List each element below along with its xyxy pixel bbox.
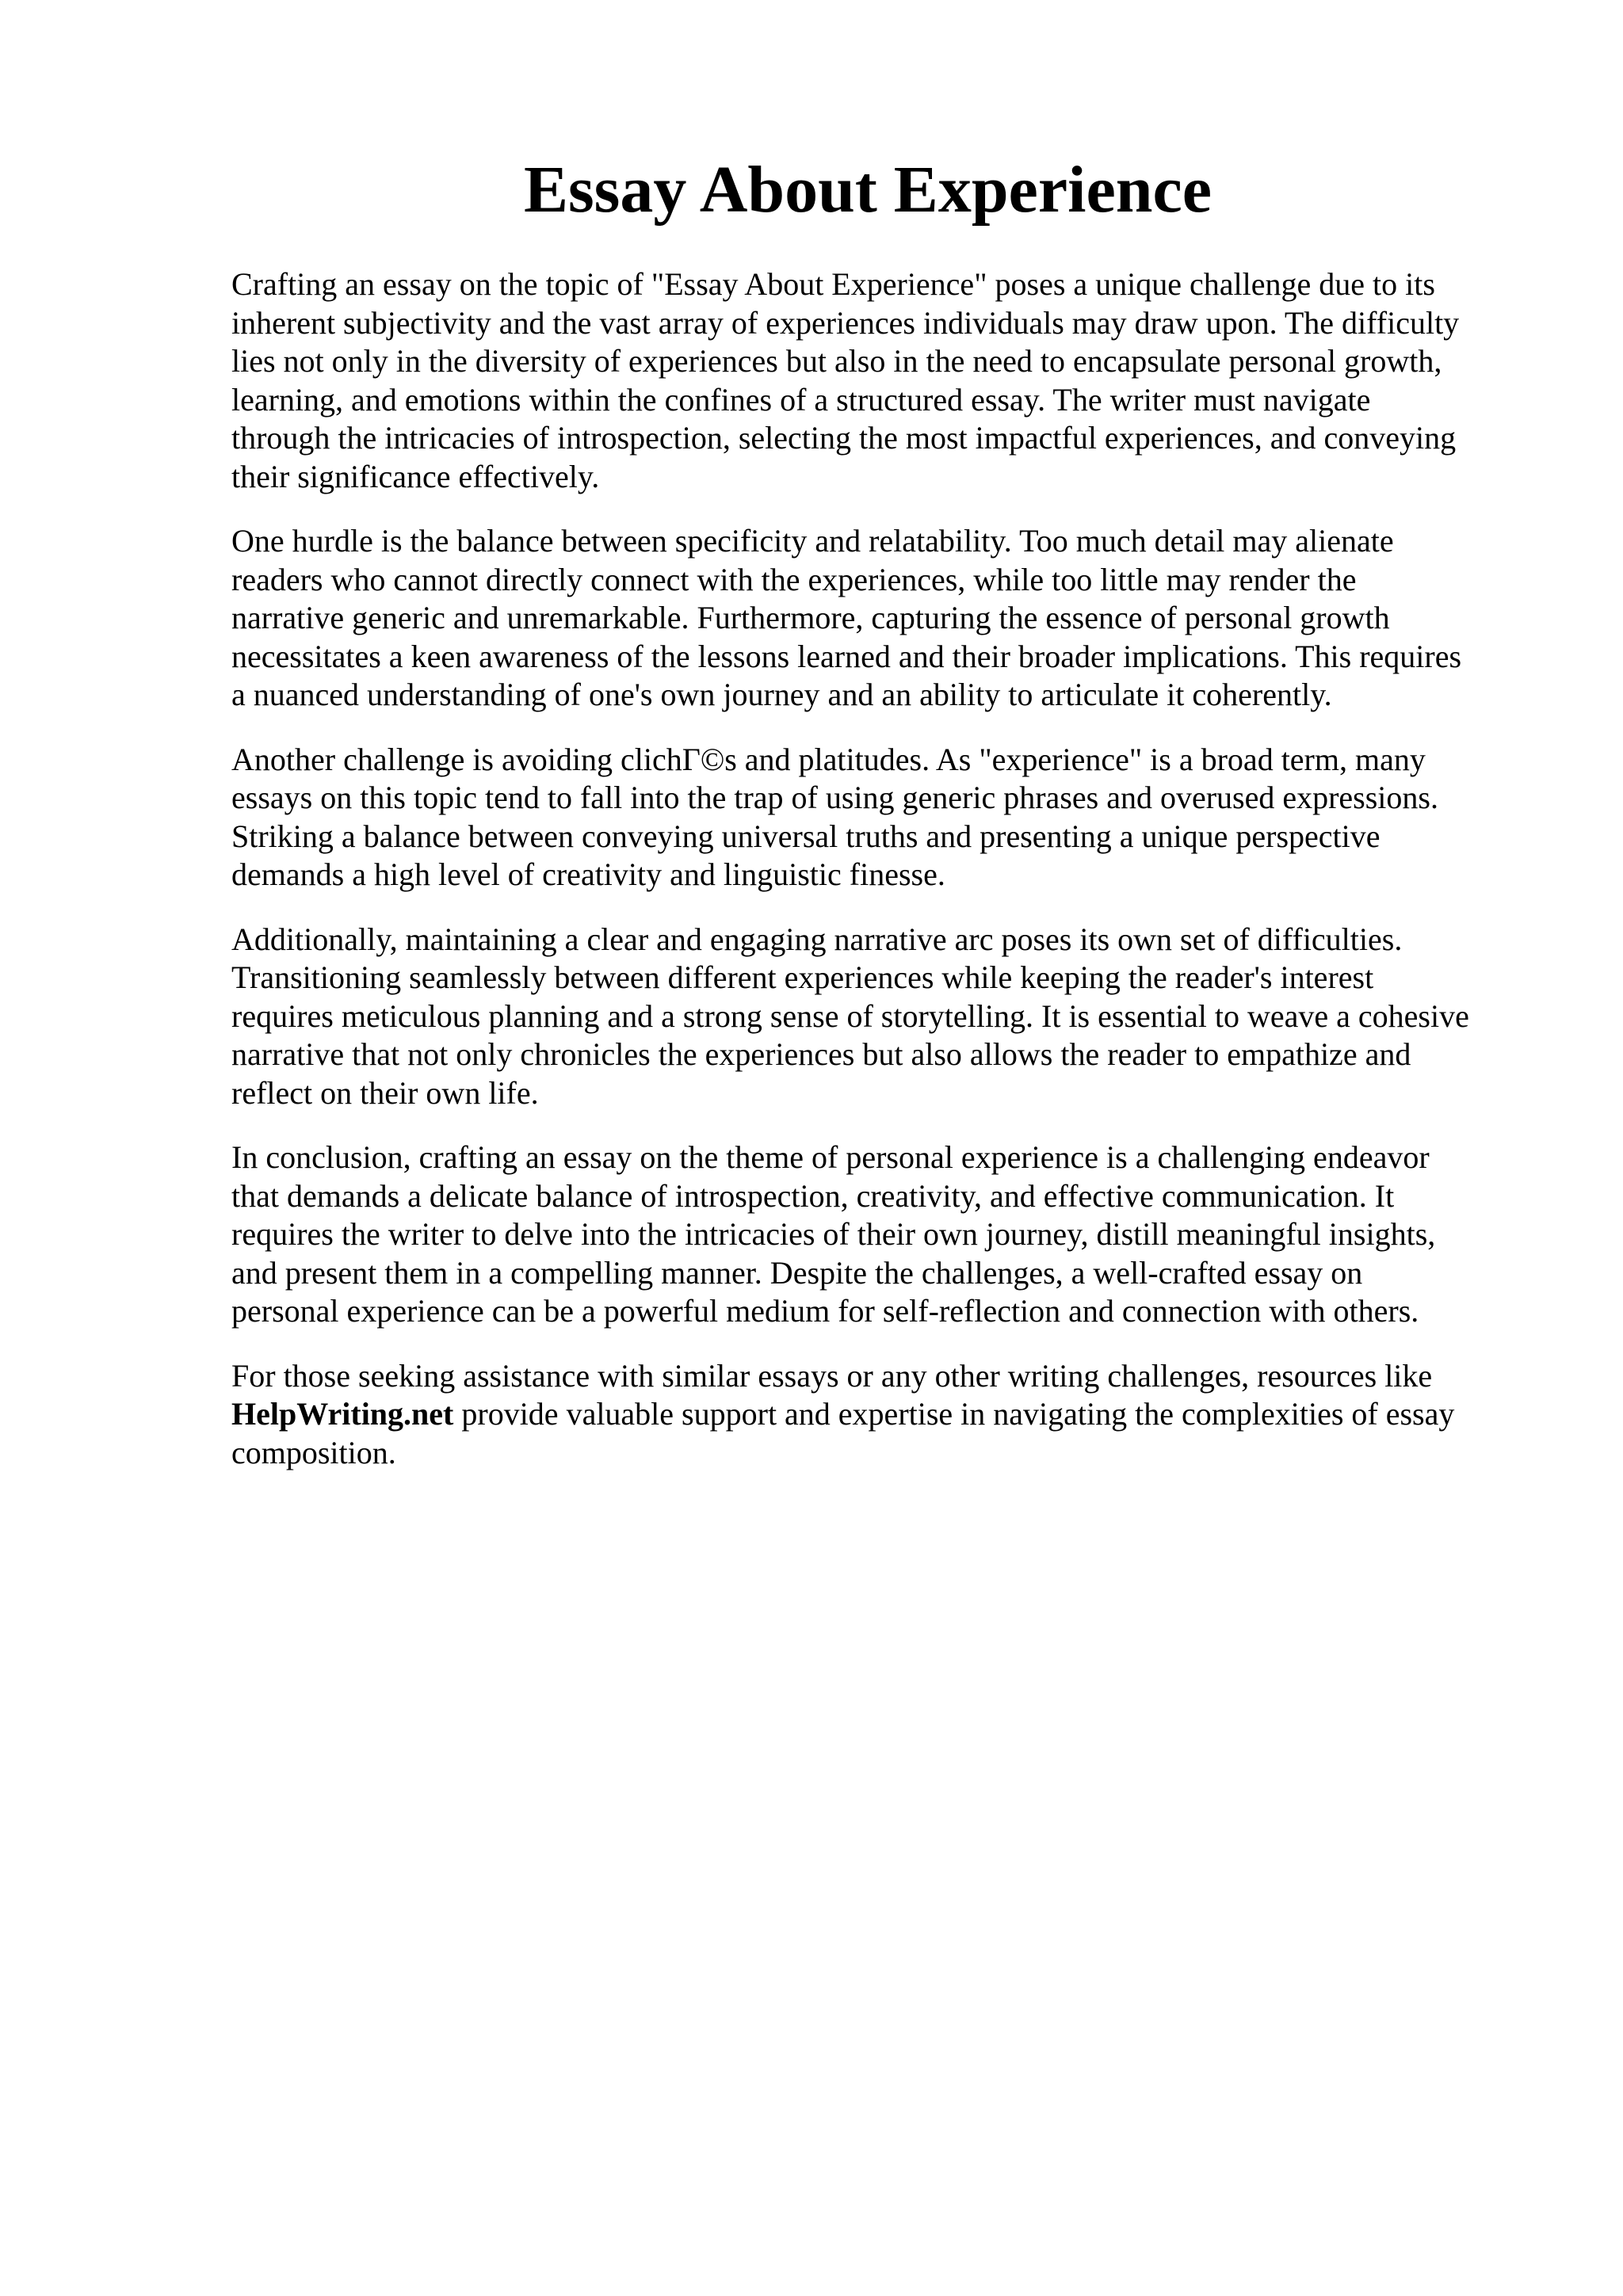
paragraph-line: reflect on their own life. [231, 1074, 539, 1111]
paragraph-line: readers who cannot directly connect with the experiences, while too little may render the [231, 561, 1357, 597]
closing-paragraph [231, 1357, 1531, 1473]
closing-line-2-text: provide valuable support and expertise in navigating the complexities of essay [453, 1396, 1455, 1432]
paragraph-line: a nuanced understanding of one's own journey and an ability to articulate it coherently. [231, 677, 1332, 712]
paragraph-line: Additionally, maintaining a clear and engaging narrative arc poses its own set of difficulties. [231, 921, 1403, 957]
paragraph-line: narrative generic and unremarkable. Furthermore, capturing the essence of personal growth [231, 600, 1390, 635]
paragraph-line: demands a high level of creativity and linguistic finesse. [231, 856, 945, 892]
paragraph-line: Another challenge is avoiding clichГ©s and platitudes. As "experience" is a broad term, many [231, 741, 1426, 777]
paragraph-3 [231, 741, 1531, 894]
paragraph-list [231, 265, 1531, 1331]
paragraph-line: essays on this topic tend to fall into the trap of using generic phrases and overused expressions. [231, 780, 1438, 815]
paragraph-1 [231, 265, 1531, 496]
closing-line-1: For those seeking assistance with similar essays or any other writing challenges, resources like [231, 1357, 1433, 1394]
closing-line-3: composition. [231, 1434, 396, 1470]
paragraph-line: One hurdle is the balance between specificity and relatability. Too much detail may alienate [231, 523, 1394, 559]
paragraph-line: learning, and emotions within the confines of a structured essay. The writer must navigate [231, 381, 1371, 418]
paragraph-line: necessitates a keen awareness of the lessons learned and their broader implications. This requires [231, 638, 1462, 674]
paragraph-line: narrative that not only chronicles the experiences but also allows the reader to empathize and [231, 1036, 1411, 1072]
paragraph-line: requires meticulous planning and a strong sense of storytelling. It is essential to weave a cohesive [231, 997, 1469, 1034]
paragraph-line: Striking a balance between conveying universal truths and presenting a unique perspective [231, 818, 1381, 854]
closing-line-2 [231, 1395, 1531, 1434]
document-body [231, 265, 1531, 1498]
document-title: Essay About Experience [523, 153, 1212, 227]
paragraph-4 [231, 921, 1531, 1113]
paragraph-line: that demands a delicate balance of introspection, creativity, and effective communication. It [231, 1177, 1395, 1214]
helpwriting-link[interactable]: HelpWriting.net [231, 1396, 454, 1432]
paragraph-line: their significance effectively. [231, 458, 600, 494]
paragraph-2 [231, 522, 1531, 715]
paragraph-line: personal experience can be a powerful medium for self-reflection and connection with others. [231, 1293, 1419, 1329]
paragraph-line: and present them in a compelling manner. Despite the challenges, a well-crafted essay on [231, 1254, 1363, 1291]
paragraph-line: inherent subjectivity and the vast array of experiences individuals may draw upon. The difficulty [231, 304, 1460, 341]
paragraph-5 [231, 1138, 1531, 1331]
paragraph-line: Crafting an essay on the topic of "Essay About Experience" poses a unique challenge due to its [231, 266, 1435, 302]
paragraph-line: In conclusion, crafting an essay on the theme of personal experience is a challenging endeavor [231, 1139, 1430, 1175]
paragraph-line: requires the writer to delve into the intricacies of their own journey, distill meaningful insights, [231, 1216, 1436, 1252]
paragraph-line: lies not only in the diversity of experiences but also in the need to encapsulate personal growth, [231, 343, 1442, 379]
paragraph-line: through the intricacies of introspection, selecting the most impactful experiences, and conveying [231, 420, 1457, 456]
paragraph-line: Transitioning seamlessly between different experiences while keeping the reader's interest [231, 959, 1374, 995]
